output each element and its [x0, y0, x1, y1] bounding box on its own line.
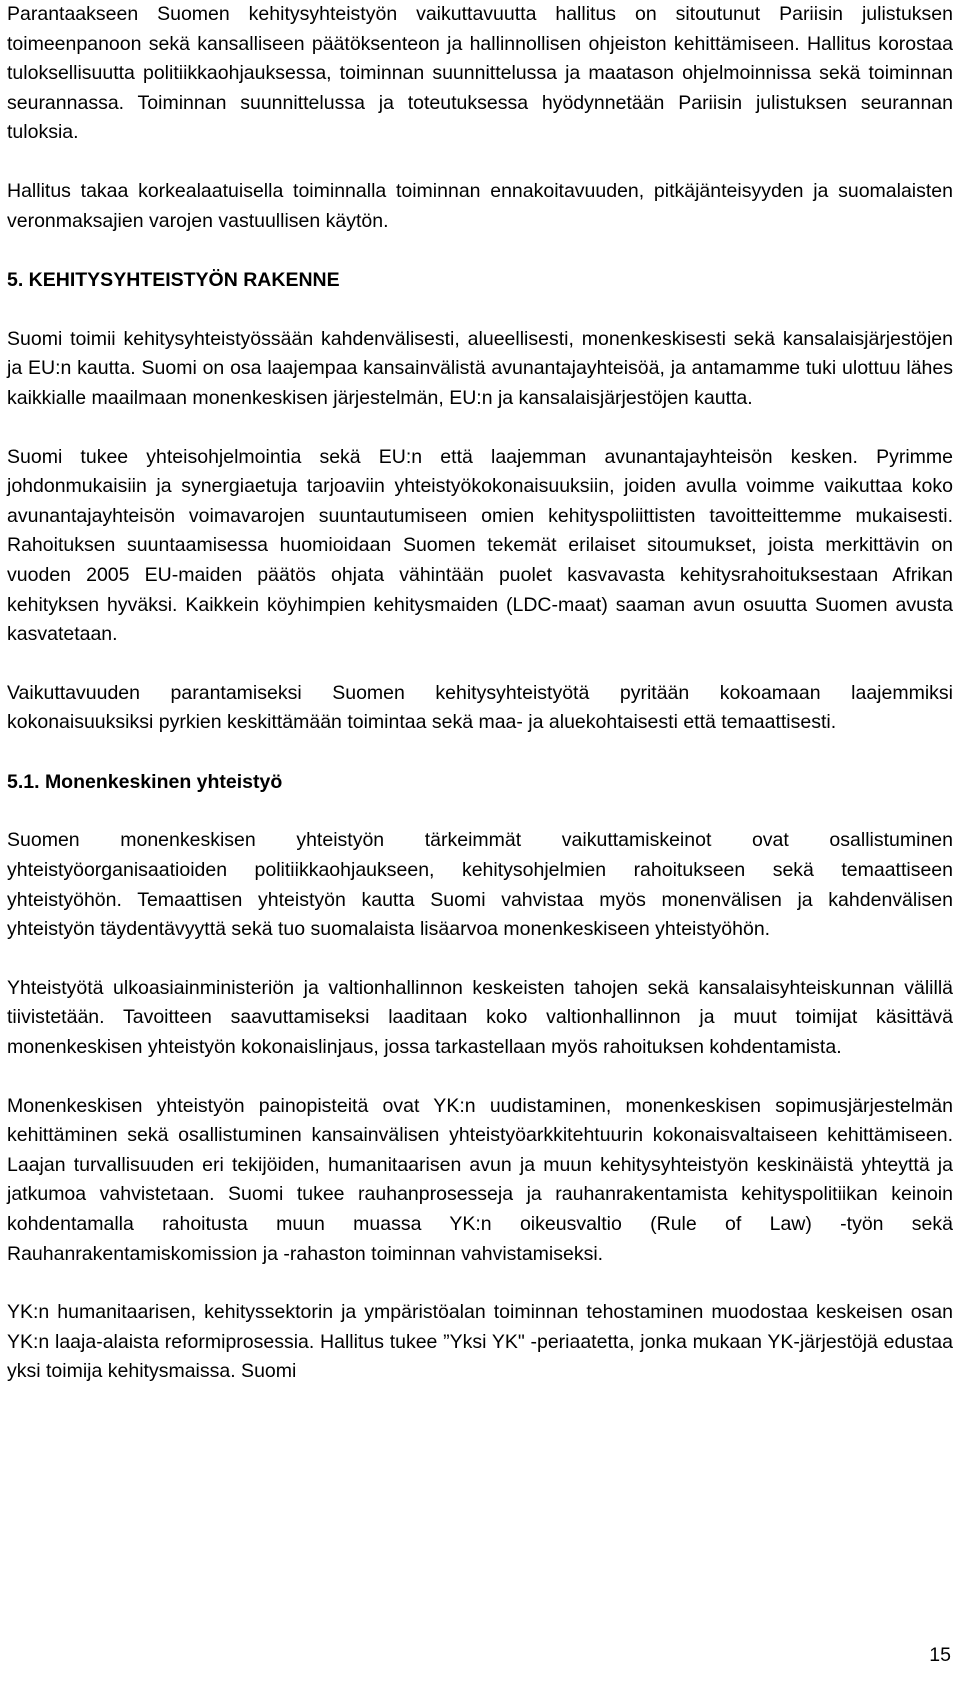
- paragraph-5-1-means: Suomen monenkeskisen yhteistyön tärkeimmät vaikuttamiskeinot ovat osallistuminen yhteistyöorganisaatioiden politiikkaohjaukseen, kehitysohjelmien rahoitukseen sekä temaattiseen yhteistyöhön. Temaattisen yhteistyön kautta Suomi vahvistaa myös monenvälisen ja kahdenvälisen yhteistyön täydentävyyttä sekä tuo suomalaista lisäarvoa monenkeskiseen yhteistyöhön.: [7, 829, 953, 941]
- section-5-heading: 5. KEHITYSYHTEISTYÖN RAKENNE: [7, 269, 340, 292]
- paragraph-intro: Parantaakseen Suomen kehitysyhteistyön vaikuttavuutta hallitus on sitoutunut Pariisin julistuksen toimeenpanoon sekä kansalliseen päätöksenteon ja hallinnollisen ohjeiston kehittämiseen. Hallitus korostaa tuloksellisuutta politiikkaohjauksessa, toiminnan suunnittelussa ja maatason ohjelmoinnissa sekä toiminnan seurannassa. Toiminnan suunnittelussa ja toteutuksessa hyödynnetään Pariisin julistuksen seurannan tuloksia.: [7, 3, 953, 144]
- paragraph-5-effectiveness: Vaikuttavuuden parantamiseksi Suomen kehitysyhteistyötä pyritään kokoamaan laajemmiksi kokonaisuuksiksi pyrkien keskittämään toimintaa sekä maa- ja aluekohtaisesti että temaattisesti.: [7, 681, 953, 734]
- paragraph-quality: Hallitus takaa korkealaatuisella toiminnalla toiminnan ennakoitavuuden, pitkäjänteisyyden ja suomalaisten veronmaksajien varojen vastuullisen käytön.: [7, 179, 953, 232]
- page-number: 15: [929, 1644, 951, 1666]
- section-5-1-heading: 5.1. Monenkeskinen yhteistyö: [7, 770, 283, 793]
- paragraph-5-joint-programming: Suomi tukee yhteisohjelmointia sekä EU:n että laajemman avunantajayhteisön kesken. Pyrimme johdonmukaisiin ja synergiaetuja tarjoaviin yhteistyökokonaisuuksiin, joiden avulla voimme vaikuttaa koko avunantajayhteisön voimavarojen suuntautumiseen omien kehityspoliittisten tavoitteittemme mukaisesti. Rahoituksen suuntaamisessa huomioidaan Suomen tekemät erilaiset sitoumukset, joista merkittävin on vuoden 2005 EU-maiden päätös ohjata vähintään puolet kasvavasta kehitysrahoituksestaan Afrikan kehityksen hyväksi. Kaikkein köyhimpien kehitysmaiden (LDC-maat) saaman avun osuutta Suomen avusta kasvatetaan.: [7, 445, 953, 646]
- document-page: [7, 0, 953, 1387]
- paragraph-5-1-un-reform: YK:n humanitaarisen, kehityssektorin ja ympäristöalan toiminnan tehostaminen muodostaa keskeisen osan YK:n laaja-alaista reformiprosessia. Hallitus tukee ”Yksi YK" -periaatetta, jonka mukaan YK-järjestöjä edustaa yksi toimija kehitysmaissa. Suomi: [7, 1301, 953, 1383]
- paragraph-5-structure: Suomi toimii kehitysyhteistyössään kahdenvälisesti, alueellisesti, monenkeskisesti sekä kansalaisjärjestöjen ja EU:n kautta. Suomi on osa laajempaa kansainvälistä avunantajayhteisöä, ja antamamme tuki ulottuu lähes kaikkialle maailmaan monenkeskisen järjestelmän, EU:n ja kansalaisjärjestöjen kautta.: [7, 327, 953, 409]
- paragraph-5-1-priorities: Monenkeskisen yhteistyön painopisteitä ovat YK:n uudistaminen, monenkeskisen sopimusjärjestelmän kehittäminen sekä osallistuminen kansainvälisen yhteistyöarkkitehtuurin kokonaisvaltaiseen kehittämiseen. Laajan turvallisuuden eri tekijöiden, humanitaarisen avun ja muun kehitysyhteistyön keskinäistä yhteyttä ja jatkumoa vahvistetaan. Suomi tukee rauhanprosesseja ja rauhanrakentamista kehityspolitiikan keinoin kohdentamalla rahoitusta muun muassa YK:n oikeusvaltio (Rule of Law) -työn sekä Rauhanrakentamiskomission ja -rahaston toiminnan vahvistamiseksi.: [7, 1094, 953, 1265]
- paragraph-5-1-cooperation: Yhteistyötä ulkoasiainministeriön ja valtionhallinnon keskeisten tahojen sekä kansalaisyhteiskunnan välillä tiivistetään. Tavoitteen saavuttamiseksi laaditaan koko valtionhallinnon ja muut toimijat käsittävä monenkeskisen yhteistyön kokonaislinjaus, jossa tarkastellaan myös rahoituksen kohdentamista.: [7, 976, 953, 1059]
